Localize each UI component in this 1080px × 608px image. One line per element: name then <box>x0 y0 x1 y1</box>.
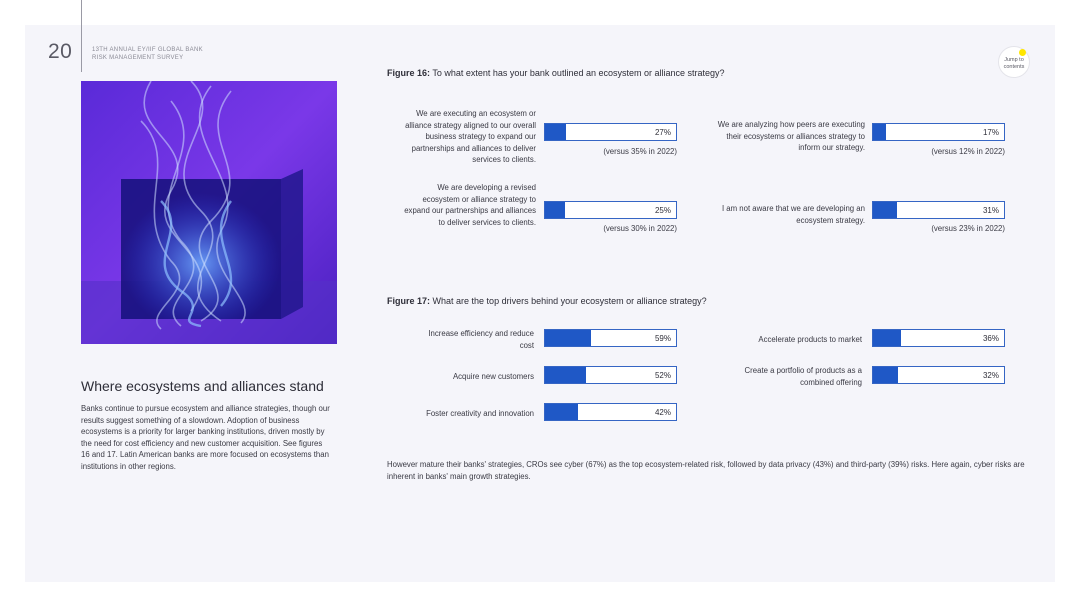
fig16-bar-not-aware <box>872 201 1005 219</box>
fig17-label-acquire: Acquire new customers <box>452 372 534 381</box>
bar-value: 27% <box>654 128 671 137</box>
jump-to-contents-button[interactable] <box>998 46 1030 78</box>
page-number: 20 <box>48 40 73 63</box>
fig16-comparison-developing: (versus 30% in 2022) <box>603 224 677 233</box>
fig16-comparison-not-aware: (versus 23% in 2022) <box>931 224 1005 233</box>
bar-fill <box>545 367 586 383</box>
bar-fill <box>545 124 566 140</box>
bar-value: 25% <box>654 206 671 215</box>
fig17-label-portfolio: Create a portfolio of products as a combined offering <box>744 366 862 387</box>
bar-value: 52% <box>654 371 671 380</box>
survey-title-line1: 13TH ANNUAL EY/IIF GLOBAL BANK <box>92 47 203 53</box>
bar-fill <box>873 202 897 218</box>
fig16-bar-developing <box>544 201 677 219</box>
figure-17-question: What are the top drivers behind your ecosystem or alliance strategy? <box>432 296 707 306</box>
section-body-text: Banks continue to pursue ecosystem and alliance strategies, though our results suggest something of a slowdown. Adoption of business ecosystems is a priority for larger banking institutions, driven mostly by the need for cost efficiency and new customer acquisition. See figures 16 and 17. Latin American banks are more focused on ecosystems than institutions in other regions. <box>81 404 330 471</box>
section-heading: Where ecosystems and alliances stand <box>81 378 324 394</box>
bar-value: 32% <box>982 371 999 380</box>
fig16-label-developing: We are developing a revised ecosystem or alliance strategy to expand our partnerships and alliances to deliver services to clients. <box>404 183 536 227</box>
bar-value: 36% <box>982 334 999 343</box>
fig16-comparison-analyzing: (versus 12% in 2022) <box>931 147 1005 156</box>
section-photo <box>81 81 337 344</box>
fig16-label-analyzing: We are analyzing how peers are executing their ecosystems or alliances strategy to inform our strategy. <box>717 120 865 152</box>
bar-fill <box>873 330 901 346</box>
jump-label-line1: Jump to <box>1004 57 1024 63</box>
bar-value: 42% <box>654 408 671 417</box>
bar-value: 31% <box>982 206 999 215</box>
header-divider <box>81 0 82 72</box>
bar-value: 59% <box>654 334 671 343</box>
fig16-bar-analyzing <box>872 123 1005 141</box>
fig16-bar-executing <box>544 123 677 141</box>
fig17-bar-efficiency <box>544 329 677 347</box>
fig17-label-accelerate: Accelerate products to market <box>758 335 862 344</box>
fig17-label-efficiency: Increase efficiency and reduce cost <box>428 329 534 350</box>
survey-title <box>92 46 203 62</box>
footnote-text: However mature their banks' strategies, CROs see cyber (67%) as the top ecosystem-related risk, followed by data privacy (43%) and third-party (39%) risks. Here again, cyber risks are inherent in banks' main growth strategies. <box>387 460 1025 481</box>
figure-17-label: Figure 17: <box>387 296 431 306</box>
figure-17-title <box>387 296 707 306</box>
bar-fill <box>545 202 565 218</box>
fig17-bar-portfolio <box>872 366 1005 384</box>
bar-fill <box>873 367 898 383</box>
fig17-label-creativity: Foster creativity and innovation <box>426 409 534 418</box>
figure-16-question: To what extent has your bank outlined an ecosystem or alliance strategy? <box>432 68 725 78</box>
bar-fill <box>545 404 578 420</box>
fig16-label-executing: We are executing an ecosystem or alliance strategy aligned to our overall business strategy to expand our partnerships and alliances to deliver services to clients. <box>405 109 536 164</box>
figure-16-title <box>387 68 725 78</box>
fig16-comparison-executing: (versus 35% in 2022) <box>603 147 677 156</box>
bar-fill <box>873 124 886 140</box>
jump-label-line2: contents <box>1003 64 1025 70</box>
fig17-bar-creativity <box>544 403 677 421</box>
fig17-bar-accelerate <box>872 329 1005 347</box>
bar-fill <box>545 330 591 346</box>
yellow-dot-icon <box>1019 49 1026 56</box>
survey-title-line2: RISK MANAGEMENT SURVEY <box>92 55 184 61</box>
fig17-bar-acquire <box>544 366 677 384</box>
figure-16-label: Figure 16: <box>387 68 431 78</box>
bar-value: 17% <box>982 128 999 137</box>
fig16-label-not-aware: I am not aware that we are developing an ecosystem strategy. <box>721 204 865 225</box>
